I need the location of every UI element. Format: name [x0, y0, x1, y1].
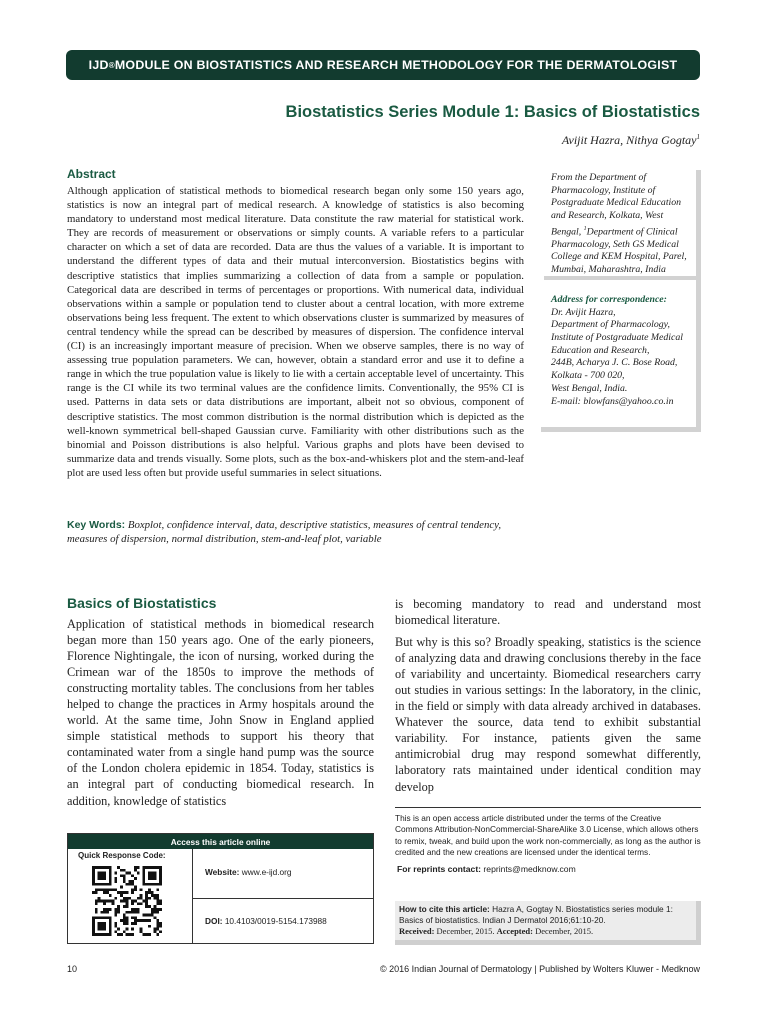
- keywords-text: Boxplot, confidence interval, data, descriptive statistics, measures of central tendency, measures of dispersion, normal distribution, stem-and-leaf plot, variable: [67, 519, 502, 545]
- qr-label: Quick Response Code:: [78, 851, 166, 860]
- affiliation-text: [551, 172, 690, 277]
- qr-cell: [68, 849, 193, 944]
- correspondence-line: Education and Research,: [551, 344, 650, 356]
- citation-label: How to cite this article:: [399, 904, 490, 914]
- website-url[interactable]: www.e-ijd.org: [239, 867, 292, 877]
- article-authors: [562, 133, 700, 148]
- access-online-box: [67, 833, 374, 944]
- received-date: December, 2015.: [434, 926, 497, 936]
- qr-code-icon[interactable]: [92, 866, 162, 936]
- keywords: [67, 518, 524, 546]
- correspondence-heading: Address for correspondence:: [551, 293, 667, 305]
- banner-suffix: MODULE ON BIOSTATISTICS AND RESEARCH METHODOLOGY FOR THE DERMATOLOGIST: [114, 58, 678, 72]
- reprints-contact: [397, 864, 576, 874]
- affiliation-panel: [541, 170, 701, 432]
- body-paragraph: is becoming mandatory to read and understand most biomedical literature.: [395, 597, 701, 628]
- accepted-label: Accepted:: [496, 926, 533, 936]
- panel-divider: [544, 276, 698, 280]
- keywords-label: Key Words:: [67, 519, 126, 531]
- correspondence-email[interactable]: E-mail: blowfans@yahoo.co.in: [551, 395, 674, 407]
- affiliation-part-2: Department of Clinical Pharmacology, Seth GS Medical College and KEM Hospital, Parel, Mumbai, Maharashtra, India: [551, 226, 687, 276]
- license-notice: This is an open access article distributed under the terms of the Creative Commons Attribution-NonCommercial-ShareAlike 3.0 License, which allows others to remix, tweak, and build upon the work non-commercially, as long as the author is credited and the new creations are licensed under the identical terms.: [395, 807, 701, 859]
- website-text[interactable]: [205, 867, 292, 877]
- correspondence-line: Department of Pharmacology,: [551, 319, 670, 331]
- access-header: Access this article online: [68, 834, 373, 849]
- section-heading: Basics of Biostatistics: [67, 595, 217, 611]
- doi-label: DOI:: [205, 916, 223, 926]
- correspondence-line: Dr. Avijit Hazra,: [551, 306, 616, 318]
- correspondence-line: Kolkata - 700 020,: [551, 370, 625, 382]
- citation-reference: Hazra A, Gogtay N. Biostatistics series module 1: Basics of biostatistics. Indian J Dermatol 2016;61:10-20.: [399, 904, 673, 925]
- page-number: 10: [67, 964, 78, 974]
- author-names: Avijit Hazra, Nithya Gogtay: [561, 133, 697, 147]
- doi-value[interactable]: 10.4103/0019-5154.173988: [222, 916, 327, 926]
- affiliation-mark: 1: [583, 225, 587, 232]
- doi-text: [205, 916, 327, 926]
- author-affiliation-mark: 1: [696, 133, 700, 141]
- reprints-email[interactable]: reprints@medknow.com: [481, 864, 576, 874]
- website-cell: [193, 849, 373, 899]
- body-column-left: Application of statistical methods in biomedical research began more than 150 years ago. One of the early pioneers, Florence Nightingale, the icon of nursing, worked during the Crimean war of the 1850s to improve the methods of constructing mortality tables. The conclusions from her tables helped to change the practices in Army hospitals around the world. At the same time, John Snow in England applied simple statistical methods to support his theory that contaminated water from a single hand pump was the source of the London cholera epidemic in 1854. Today, statistics is an integral part of conducting biomedical research. In addition, knowledge of statistics: [67, 617, 374, 808]
- series-banner: [66, 50, 700, 80]
- article-title: Biostatistics Series Module 1: Basics of Biostatistics: [285, 103, 700, 121]
- reprints-label: For reprints contact:: [397, 864, 482, 874]
- received-label: Received:: [399, 926, 435, 936]
- registered-mark: ®: [108, 60, 115, 70]
- affiliation-part-1: From the Department of Pharmacology, Institute of Postgraduate Medical Education and Research, Kolkata, West Bengal,: [551, 172, 682, 238]
- correspondence-line: 244B, Acharya J. C. Bose Road,: [551, 357, 678, 369]
- body-paragraph: But why is this so? Broadly speaking, statistics is the science of analyzing data and drawing conclusions thereby in the face of variability and uncertainty. Biomedical researchers carry out studies in various settings: In the laboratory, in the clinic, in the field or simply with data already archived in databases. Whatever the source, data tend to exhibit substantial variability. For instance, patients given the same antimicrobial drug may respond somewhat differently, laboratory rats maintained under identical condition may develop: [395, 635, 701, 794]
- correspondence-line: Institute of Postgraduate Medical: [551, 332, 683, 343]
- footer-publisher: © 2016 Indian Journal of Dermatology | Published by Wolters Kluwer - Medknow: [380, 964, 700, 974]
- citation-box: [395, 901, 701, 945]
- banner-prefix: IJD: [88, 58, 109, 72]
- website-label: Website:: [205, 867, 240, 877]
- accepted-date: December, 2015.: [532, 926, 594, 936]
- citation-text: [399, 904, 691, 926]
- abstract-text: Although application of statistical methods to biomedical research began only some 150 years ago, statistics is now an integral part of medical research. A knowledge of statistics is also becoming mandatory to understand most medical literature. Data constitute the raw material for statistical work. They are records of measurement or observations or simply counts. A variable refers to a particular character on which a set of data are recorded. Data are thus the values of a variable. It is important to understand the different types of data and their mutual interconversion. Biostatistics begins with descriptive statistics that implies summarizing a collection of data from a sample or population. Categorical data are described in terms of percentages or proportions. With numerical data, individual observations within a sample or population tend to cluster about a central location, with more extreme observations being less frequent. The extent to which observations cluster is summarized by measures of central tendency while the spread can be described by measures of dispersion. The confidence interval (CI) is an increasingly important measure of precision. When we observe samples, there is no way of assessing true population parameters. We can, however, obtain a standard error and use it to define a range in which the true population value is likely to lie with a certain acceptable level of uncertainty. This range is the CI while its two terminal values are the confidence limits. Conventionally, the 95% CI is used. Patterns in data sets or data distributions are important, albeit not so obvious, component of descriptive statistics. The most common distribution is the normal distribution which is depicted as the well-known symmetrical bell-shaped Gaussian curve. Familiarity with other distributions such as the binomial and Poisson distributions is also helpful. Various graphs and plots have been devised to summarize data and trends visually. Some plots, such as the box-and-whiskers plot and the stem-and-leaf plot are used less often but provide useful summaries in select situations.: [67, 185, 524, 479]
- body-column-right: [395, 596, 701, 795]
- correspondence-line: West Bengal, India.: [551, 382, 628, 394]
- citation-dates: [399, 926, 691, 937]
- abstract-heading: Abstract: [67, 167, 116, 181]
